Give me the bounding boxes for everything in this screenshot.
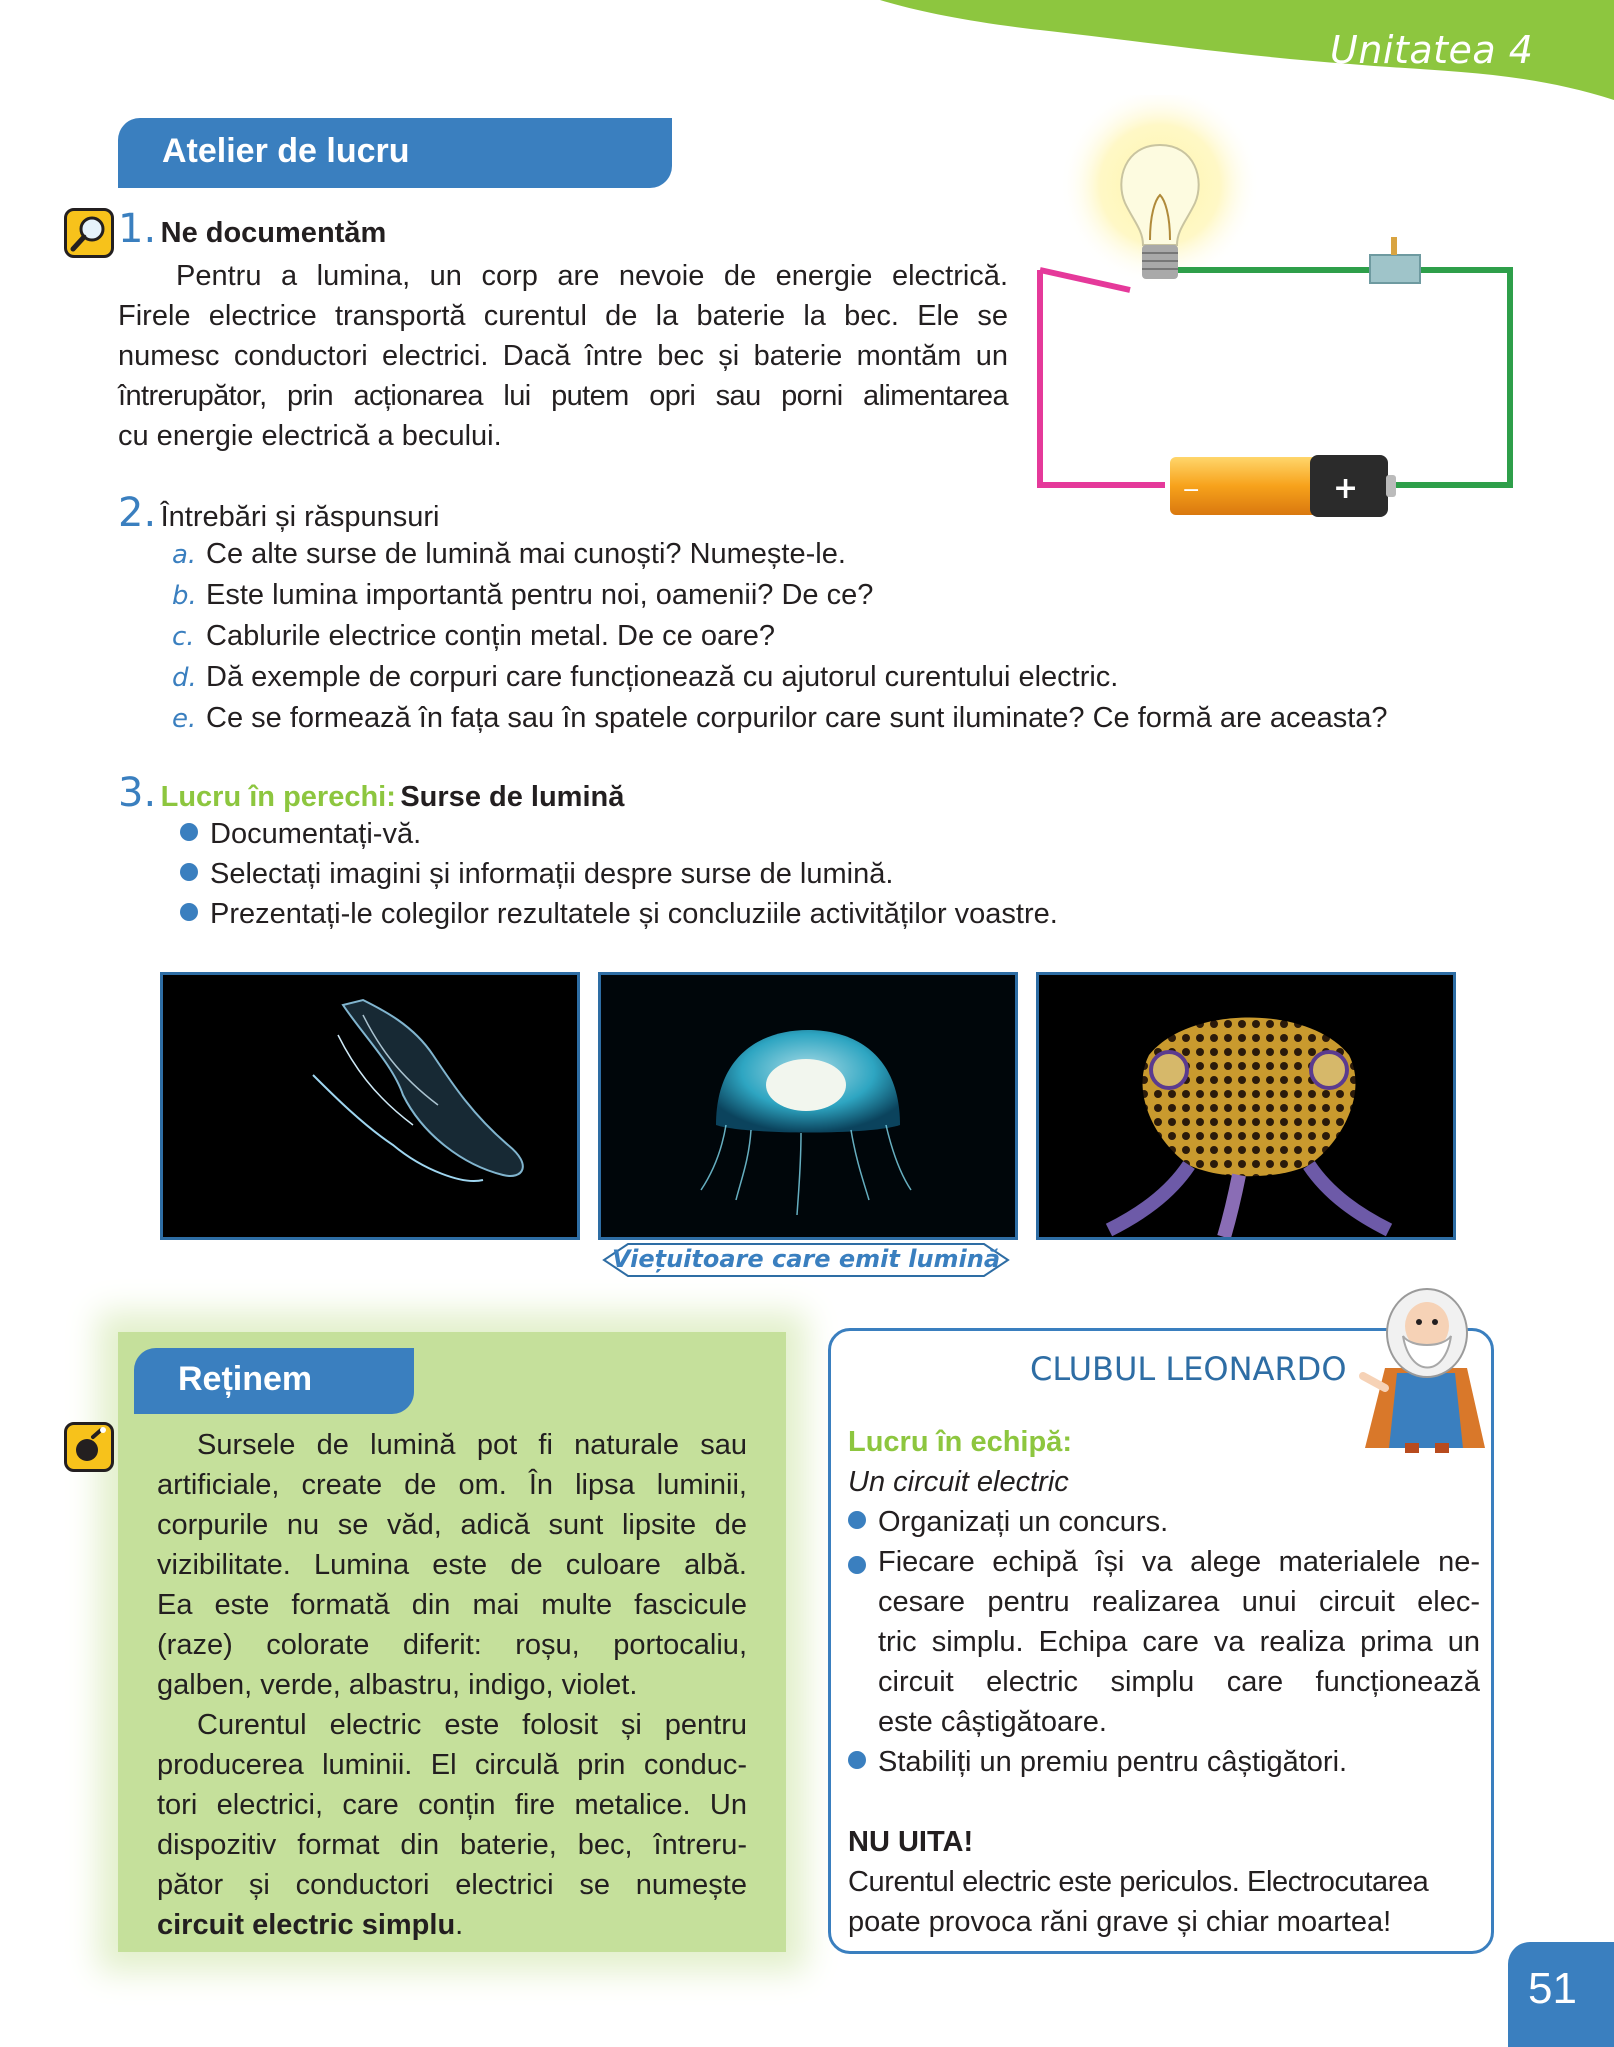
jellyfish-image (601, 975, 1015, 1237)
list-item (848, 1542, 1480, 1742)
squid-image (1039, 975, 1453, 1237)
text-line: (raze) colorate diferit: roșu, portocaliu, (157, 1629, 747, 1661)
bullet-icon (180, 903, 198, 921)
item-text: Cablurile electrice conțin metal. De ce oare? (206, 620, 775, 652)
section-heading: Ne documentăm (160, 217, 387, 249)
circuit-illustration (1030, 95, 1520, 535)
item-text: Selectați imagini și informații despre surse de lumină. (210, 858, 894, 890)
key-term: circuit electric simplu (157, 1909, 456, 1941)
photo-ctenophore (160, 972, 580, 1240)
text-line: Pentru a lumina, un corp are nevoie de energie electrică. (176, 260, 1008, 292)
section-heading: Surse de lumină (400, 781, 625, 813)
text-line: artificiale, create de om. În lipsa luminii, (157, 1469, 747, 1501)
item-text: Ce alte surse de lumină mai cunoști? Numește-le. (206, 538, 846, 570)
text-line: întrerupător, prin acționarea lui putem opri sau porni alimentarea (118, 380, 1008, 412)
list-item (848, 1742, 1480, 1782)
text-line: Curentul electric este folosit și pentru (197, 1709, 747, 1741)
warning-title: NU UITA! (848, 1826, 974, 1858)
item-letter: b. (172, 581, 197, 611)
text-end: . (455, 1909, 464, 1941)
bullet-icon (848, 1511, 866, 1529)
section-heading: Întrebări și răspunsuri (160, 501, 440, 533)
retinem-text (157, 1425, 747, 1945)
section-tab-atelier (118, 118, 672, 188)
list-item (172, 698, 1538, 739)
item-text: Dă exemple de corpuri care funcționează cu ajutorul curentului electric. (206, 661, 1119, 693)
page-number: 51 (1528, 1964, 1577, 2013)
photo-caption: Viețuitoare care emit lumină (611, 1245, 1001, 1273)
retinem-icon (64, 1422, 114, 1472)
item-letter: a. (172, 540, 197, 570)
leonardo-label: Lucru în echipă: (848, 1426, 1072, 1458)
bullet-icon (848, 1751, 866, 1769)
text-line: Fiecare echipă își va alege materialele ne- (878, 1546, 1480, 1578)
text-line (157, 1905, 747, 1945)
text-line: cesare pentru realizarea unui circuit elec- (878, 1586, 1480, 1618)
item-text: Este lumina importantă pentru noi, oamenii? De ce? (206, 579, 874, 611)
list-item (180, 814, 1538, 854)
item-letter: e. (172, 704, 197, 734)
battery-plus: + (1333, 471, 1359, 506)
list-item (172, 616, 1538, 657)
section-tab-retinem (134, 1348, 414, 1414)
text-line: circuit electric simplu care funcționează (878, 1666, 1480, 1698)
leonardo-subtitle: Un circuit electric (848, 1466, 1069, 1498)
section-label: Lucru în perechi: (160, 781, 396, 813)
battery-minus: − (1182, 478, 1201, 503)
page-number-box (1508, 1942, 1614, 2047)
ctenophore-image (163, 975, 577, 1237)
item-letter: d. (172, 663, 197, 693)
bullet-icon (180, 863, 198, 881)
magnifier-icon (64, 208, 114, 258)
item-text: Ce se formează în fața sau în spatele corpurilor care sunt iluminate? Ce formă are aceasta? (206, 702, 1388, 734)
list-item (172, 575, 1538, 616)
section-1-paragraph (118, 256, 1008, 456)
question-list (118, 534, 1538, 739)
section-1 (118, 206, 1008, 456)
bullet-icon (848, 1556, 866, 1574)
warning-line: Curentul electric este periculos. Electrocutarea (848, 1866, 1429, 1898)
section-2 (118, 490, 1538, 739)
text-line: tori electrici, care conțin fire metalice. Un (157, 1789, 747, 1821)
section-number: 1. (118, 206, 157, 252)
section-3 (118, 770, 1538, 934)
text-line: tric simplu. Echipa care va realiza prima un (878, 1626, 1480, 1658)
text-line: corpurile nu se văd, adică sunt lipsite de (157, 1509, 747, 1541)
item-text: Documentați-vă. (210, 818, 422, 850)
text-line: pător și conductori electrici se numește (157, 1869, 747, 1901)
leonardo-title: CLUBUL LEONARDO (1030, 1350, 1347, 1388)
list-item (172, 657, 1538, 698)
text-line: dispozitiv format din baterie, bec, întreru- (157, 1829, 747, 1861)
text-line: galben, verde, albastru, indigo, violet. (157, 1669, 638, 1701)
text-line: este câștigătoare. (878, 1706, 1107, 1738)
text-line: cu energie electrică a becului. (118, 420, 502, 452)
section-title: Atelier de lucru (162, 132, 410, 170)
text-line: vizibilitate. Lumina este de culoare albă. (157, 1549, 747, 1581)
photo-jellyfish (598, 972, 1018, 1240)
item-text: Stabiliți un premiu pentru câștigători. (878, 1746, 1348, 1778)
text-line: Ea este formată din mai multe fascicule (157, 1589, 747, 1621)
text-line: Sursele de lumină pot fi naturale sau (197, 1429, 747, 1461)
section-number: 3. (118, 770, 157, 816)
list-item (180, 854, 1538, 894)
list-item (172, 534, 1538, 575)
section-title: Reținem (178, 1360, 313, 1398)
bullet-list (118, 814, 1538, 934)
text-line: numesc conductori electrici. Dacă între bec și baterie montăm un (118, 340, 1008, 372)
unit-label: Unitatea 4 (1330, 28, 1534, 72)
section-number: 2. (118, 490, 157, 536)
warning-line: poate provoca răni grave și chiar moartea! (848, 1906, 1392, 1938)
item-text (878, 1542, 1480, 1742)
leonardo-content (848, 1422, 1480, 1942)
text-line: producerea luminii. El circulă prin conduc- (157, 1749, 747, 1781)
list-item (848, 1502, 1480, 1542)
item-letter: c. (172, 622, 195, 652)
bullet-icon (180, 823, 198, 841)
photo-squid (1036, 972, 1456, 1240)
item-text: Organizați un concurs. (878, 1506, 1169, 1538)
item-text: Prezentați-le colegilor rezultatele și concluziile activităților voastre. (210, 898, 1058, 930)
text-line: Firele electrice transportă curentul de la baterie la bec. Ele se (118, 300, 1008, 332)
list-item (180, 894, 1538, 934)
